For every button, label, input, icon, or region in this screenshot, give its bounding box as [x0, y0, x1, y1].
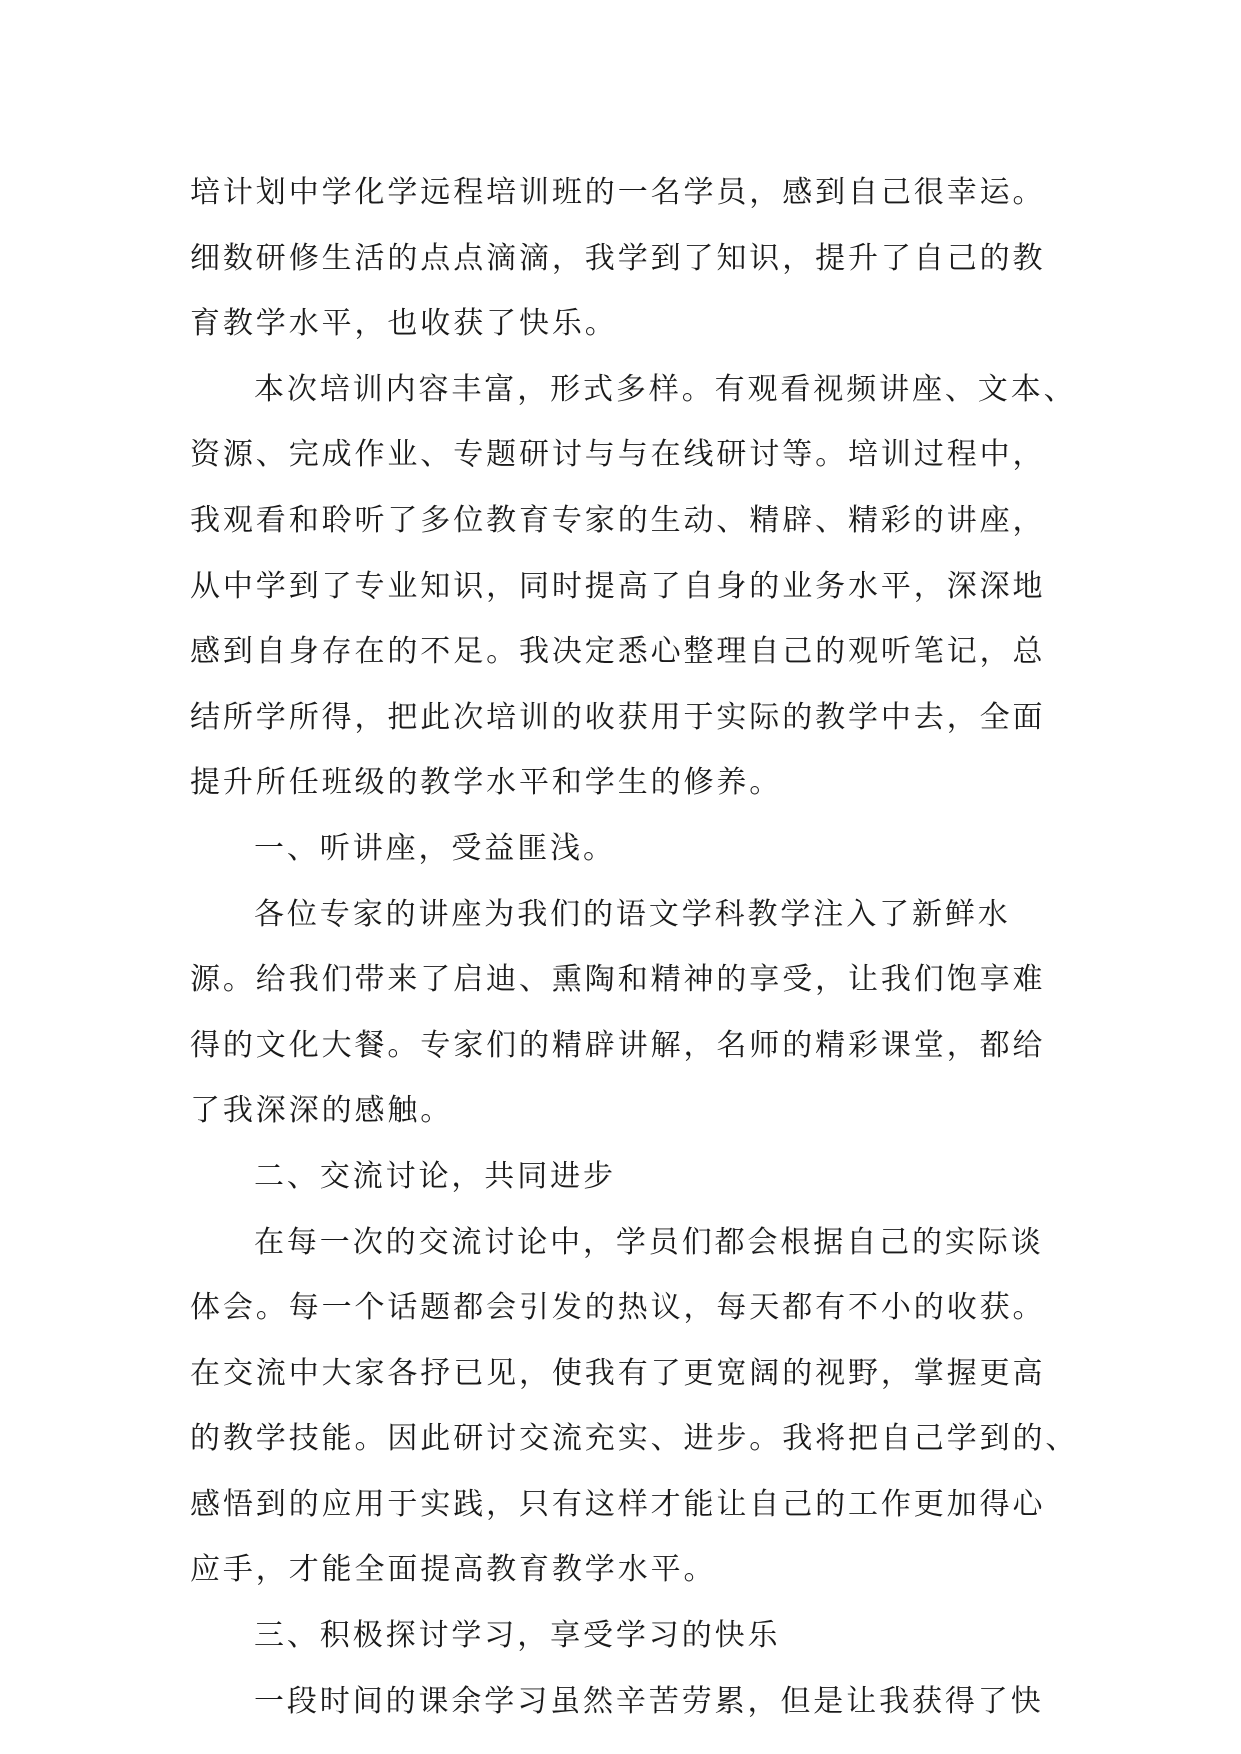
text-line: 源。给我们带来了启迪、熏陶和精神的享受，让我们饱享难	[190, 962, 1046, 998]
text-line: 从中学到了专业知识，同时提高了自身的业务水平，深深地	[190, 568, 1046, 604]
text-line: 体会。每一个话题都会引发的热议，每天都有不小的收获。	[190, 1290, 1046, 1326]
text-line: 了我深深的感触。	[190, 1093, 454, 1129]
text-line: 应手，才能全面提高教育教学水平。	[190, 1552, 717, 1588]
text-line: 感悟到的应用于实践，只有这样才能让自己的工作更加得心	[190, 1486, 1046, 1522]
text-line: 培计划中学化学远程培训班的一名学员，感到自己很幸运。	[190, 175, 1046, 210]
text-line: 二、交流讨论，共同进步	[254, 1158, 616, 1194]
text-line: 感到自身存在的不足。我决定悉心整理自己的观听笔记，总	[190, 634, 1046, 670]
text-line: 育教学水平，也收获了快乐。	[190, 306, 618, 342]
text-line: 结所学所得，把此次培训的收获用于实际的教学中去，全面	[190, 699, 1046, 735]
document-body	[190, 160, 1079, 1734]
text-line: 的教学技能。因此研讨交流充实、进步。我将把自己学到的、	[190, 1421, 1079, 1457]
text-line: 各位专家的讲座为我们的语文学科教学注入了新鲜水	[254, 896, 1011, 932]
text-line: 提升所任班级的教学水平和学生的修养。	[190, 765, 783, 801]
text-line: 三、积极探讨学习，享受学习的快乐	[254, 1618, 781, 1654]
text-line: 本次培训内容丰富，形式多样。有观看视频讲座、文本、	[254, 371, 1077, 407]
text-line: 在每一次的交流讨论中，学员们都会根据自己的实际谈	[254, 1224, 1044, 1260]
text-line: 资源、完成作业、专题研讨与与在线研讨等。培训过程中，	[190, 437, 1046, 473]
text-line: 我观看和聆听了多位教育专家的生动、精辟、精彩的讲座，	[190, 502, 1046, 538]
text-line: 一、听讲座，受益匪浅。	[254, 830, 616, 866]
text-line: 细数研修生活的点点滴滴，我学到了知识，提升了自己的教	[190, 240, 1046, 276]
text-line: 一段时间的课余学习虽然辛苦劳累，但是让我获得了快	[254, 1683, 1044, 1719]
text-line: 得的文化大餐。专家们的精辟讲解，名师的精彩课堂，都给	[190, 1027, 1046, 1063]
text-line: 在交流中大家各抒已见，使我有了更宽阔的视野，掌握更高	[190, 1355, 1046, 1391]
